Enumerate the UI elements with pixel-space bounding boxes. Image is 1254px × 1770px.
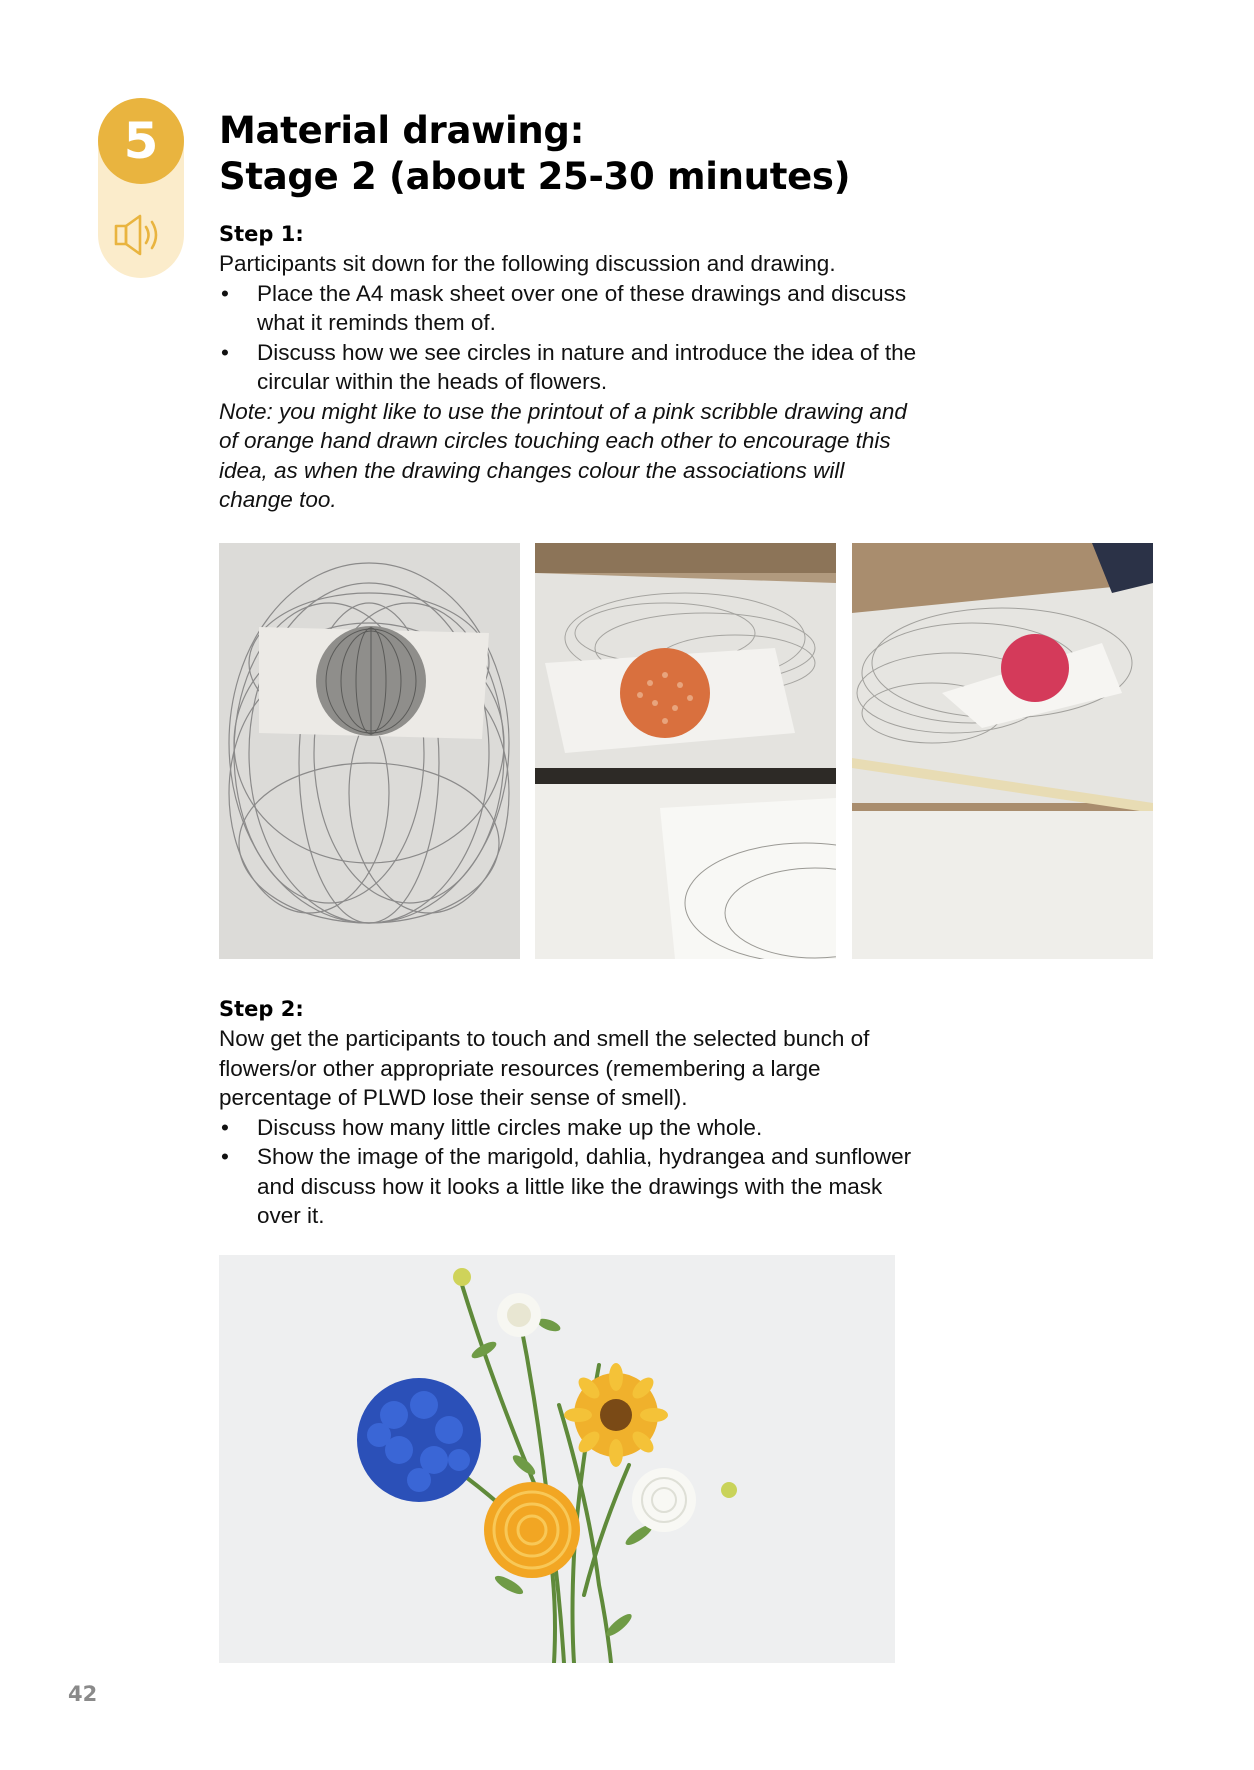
step-2-label: Step 2: (219, 997, 304, 1021)
title-line-2: Stage 2 (about 25-30 minutes) (219, 155, 851, 198)
title-line-1: Material drawing: (219, 109, 585, 152)
photo-pink-circle-mask (852, 543, 1153, 959)
step-2-bullets (219, 1113, 919, 1231)
section-number-badge: 5 (98, 98, 184, 184)
step-1-section (219, 220, 919, 515)
step-2-intro: Now get the participants to touch and smell the selected bunch of flowers/or other appropriate resources (remembering a large percentage of PLWD lose their sense of smell). (219, 1026, 870, 1110)
page-number: 42 (68, 1682, 98, 1706)
photo-orange-circle-mask (535, 543, 836, 959)
step-1-intro: Participants sit down for the following discussion and drawing. (219, 251, 836, 276)
step-2-section (219, 995, 919, 1231)
speaker-icon[interactable] (114, 212, 168, 258)
list-item: • Discuss how many little circles make up the whole. (219, 1113, 919, 1143)
page-title (219, 108, 850, 200)
step-1-note: Note: you might like to use the printout of a pink scribble drawing and of orange hand drawn circles touching each other to encourage this idea, as when the drawing changes colour the associations will change too. (219, 398, 907, 512)
photo-grey-scribble-mask (219, 543, 520, 959)
step-1-bullets (219, 279, 919, 397)
step-1-label: Step 1: (219, 222, 304, 246)
list-item: • Discuss how we see circles in nature and introduce the idea of the circular within the heads of flowers. (219, 338, 919, 397)
photo-flower-bunch (219, 1255, 895, 1663)
list-item: • Show the image of the marigold, dahlia, hydrangea and sunflower and discuss how it looks a little like the drawings with the mask over it. (219, 1142, 919, 1231)
list-item: • Place the A4 mask sheet over one of these drawings and discuss what it reminds them of. (219, 279, 919, 338)
